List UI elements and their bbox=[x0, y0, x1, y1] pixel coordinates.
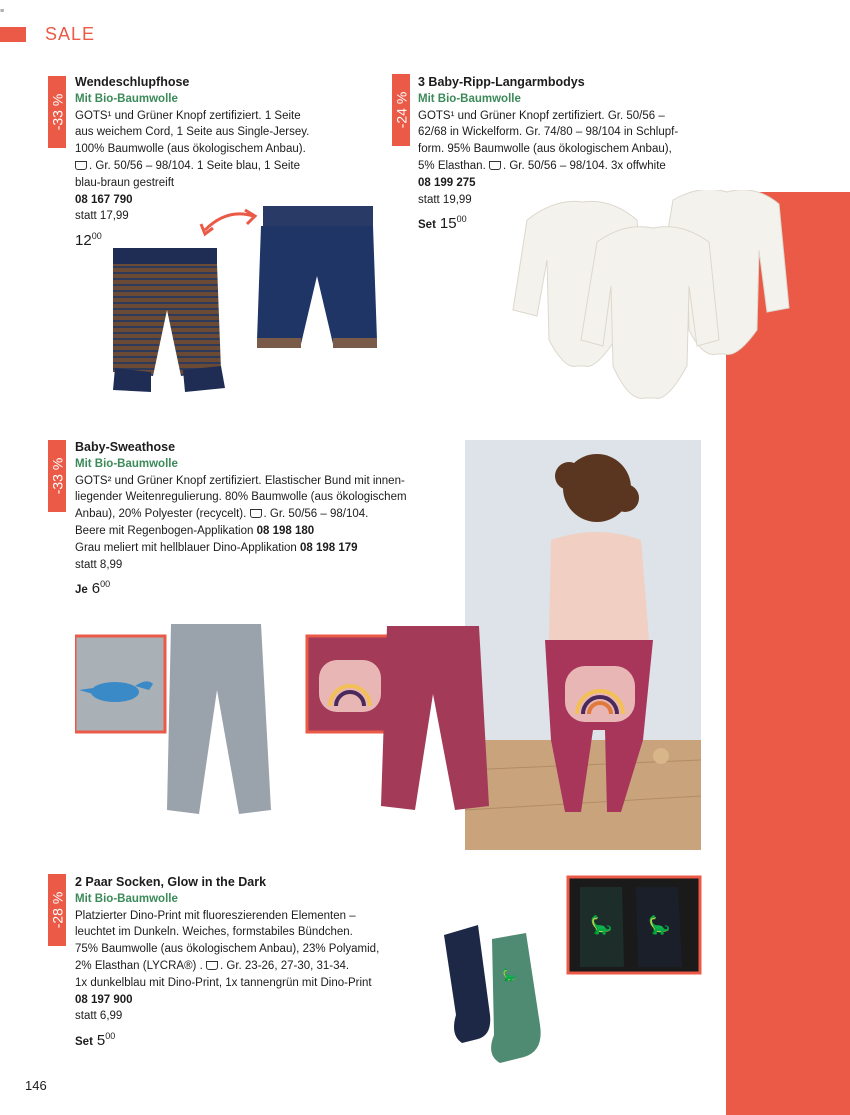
svg-text:🦕: 🦕 bbox=[648, 915, 671, 936]
product-socken bbox=[75, 874, 435, 1051]
product-sizes: . Gr. 50/56 – 98/104. 1 Seite blau, 1 Seite bbox=[89, 159, 300, 172]
product-sweathose bbox=[75, 439, 460, 599]
bodysuits-image bbox=[505, 190, 795, 420]
pants-reversible-image bbox=[105, 200, 395, 400]
menu-mark: ≡ bbox=[0, 8, 5, 15]
reverse-arrow-icon bbox=[201, 210, 255, 234]
product-subtitle: Mit Bio-Baumwolle bbox=[75, 457, 178, 470]
old-price: statt 19,99 bbox=[418, 193, 472, 206]
product-desc: 5% Elasthan. bbox=[418, 159, 489, 172]
product-desc: Platzierter Dino-Print mit fluoreszierenden Elementen – bbox=[75, 909, 356, 922]
section-title: SALE bbox=[45, 24, 96, 44]
product-desc: 1x dunkelblau mit Dino-Print, 1x tannengrün mit Dino-Print bbox=[75, 976, 372, 989]
article-number: 08 197 900 bbox=[75, 993, 133, 1006]
child-wearing-pants-photo bbox=[465, 440, 701, 850]
discount-badge: -33 % bbox=[48, 440, 66, 512]
product-sizes: . Gr. 50/56 – 98/104. 3x offwhite bbox=[502, 159, 666, 172]
product-desc: 2% Elasthan (LYCRA®) . bbox=[75, 959, 206, 972]
price: Set $15^{00}$ bbox=[418, 214, 467, 233]
product-desc: GOTS¹ und Grüner Knopf zertifiziert. Gr. 50/56 – bbox=[418, 109, 665, 122]
page-number: 146 bbox=[25, 1078, 47, 1093]
rainbow-icon bbox=[319, 660, 381, 712]
product-subtitle: Mit Bio-Baumwolle bbox=[75, 892, 178, 905]
article-number: 08 198 179 bbox=[300, 541, 358, 554]
old-price: statt 17,99 bbox=[75, 210, 129, 223]
discount-badge: -28 % bbox=[48, 874, 66, 946]
price: $12^{00}$ bbox=[75, 231, 102, 250]
product-desc: Anbau), 20% Polyester (recycelt). bbox=[75, 508, 250, 521]
product-title: 3 Baby-Ripp-Langarmbodys bbox=[418, 75, 585, 89]
sale-bar bbox=[0, 27, 26, 42]
article-number: 08 198 180 bbox=[256, 524, 315, 537]
product-desc: blau-braun gestreift bbox=[75, 176, 175, 189]
product-title: Wendeschlupfhose bbox=[75, 75, 190, 89]
product-sizes: . Gr. 50/56 – 98/104. bbox=[263, 508, 369, 521]
product-subtitle: Mit Bio-Baumwolle bbox=[418, 92, 521, 105]
product-desc: 100% Baumwolle (aus ökologischem Anbau). bbox=[75, 143, 306, 156]
socks-images bbox=[438, 875, 702, 1075]
sweathose-flat-images bbox=[75, 620, 495, 830]
article-number: 08 167 790 bbox=[75, 193, 133, 206]
product-desc: 62/68 in Wickelform. Gr. 74/80 – 98/104 in Schlupf- bbox=[418, 126, 679, 139]
product-desc: aus weichem Cord, 1 Seite aus Single-Jersey. bbox=[75, 126, 310, 139]
product-title: 2 Paar Socken, Glow in the Dark bbox=[75, 875, 267, 889]
article-number: 08 199 275 bbox=[418, 176, 476, 189]
price: Je $6^{00}$ bbox=[75, 579, 111, 598]
wash-symbol-icon bbox=[489, 161, 501, 170]
svg-text:🦕: 🦕 bbox=[590, 915, 613, 936]
discount-badge: -24 % bbox=[392, 74, 410, 146]
variant-label: Beere mit Regenbogen-Applikation bbox=[75, 524, 254, 537]
product-desc: 75% Baumwolle (aus ökologischem Anbau), 23% Polyamid, bbox=[75, 943, 380, 956]
product-desc: form. 95% Baumwolle (aus ökologischem Anbau), bbox=[418, 143, 672, 156]
product-desc: GOTS¹ und Grüner Knopf zertifiziert. 1 Seite bbox=[75, 109, 301, 122]
variant-label: Grau meliert mit hellblauer Dino-Applikation bbox=[75, 541, 297, 554]
product-desc: GOTS² und Grüner Knopf zertifiziert. Elastischer Bund mit innen- bbox=[75, 474, 405, 487]
wash-symbol-icon bbox=[250, 509, 262, 518]
wash-symbol-icon bbox=[206, 961, 218, 970]
discount-badge: -33 % bbox=[48, 76, 66, 148]
wash-symbol-icon bbox=[75, 161, 87, 170]
product-sizes: . Gr. 23-26, 27-30, 31-34. bbox=[219, 959, 350, 972]
old-price: statt 6,99 bbox=[75, 1010, 123, 1023]
product-title: Baby-Sweathose bbox=[75, 440, 176, 454]
side-band-notch bbox=[726, 0, 850, 192]
product-subtitle: Mit Bio-Baumwolle bbox=[75, 92, 178, 105]
old-price: statt 8,99 bbox=[75, 558, 123, 571]
svg-text:🦕: 🦕 bbox=[502, 968, 517, 982]
product-desc: liegender Weitenregulierung. 80% Baumwolle (aus ökologischem bbox=[75, 491, 407, 504]
price: Set $5^{00}$ bbox=[75, 1031, 116, 1050]
product-desc: leuchtet im Dunkeln. Weiches, formstabiles Bündchen. bbox=[75, 926, 353, 939]
